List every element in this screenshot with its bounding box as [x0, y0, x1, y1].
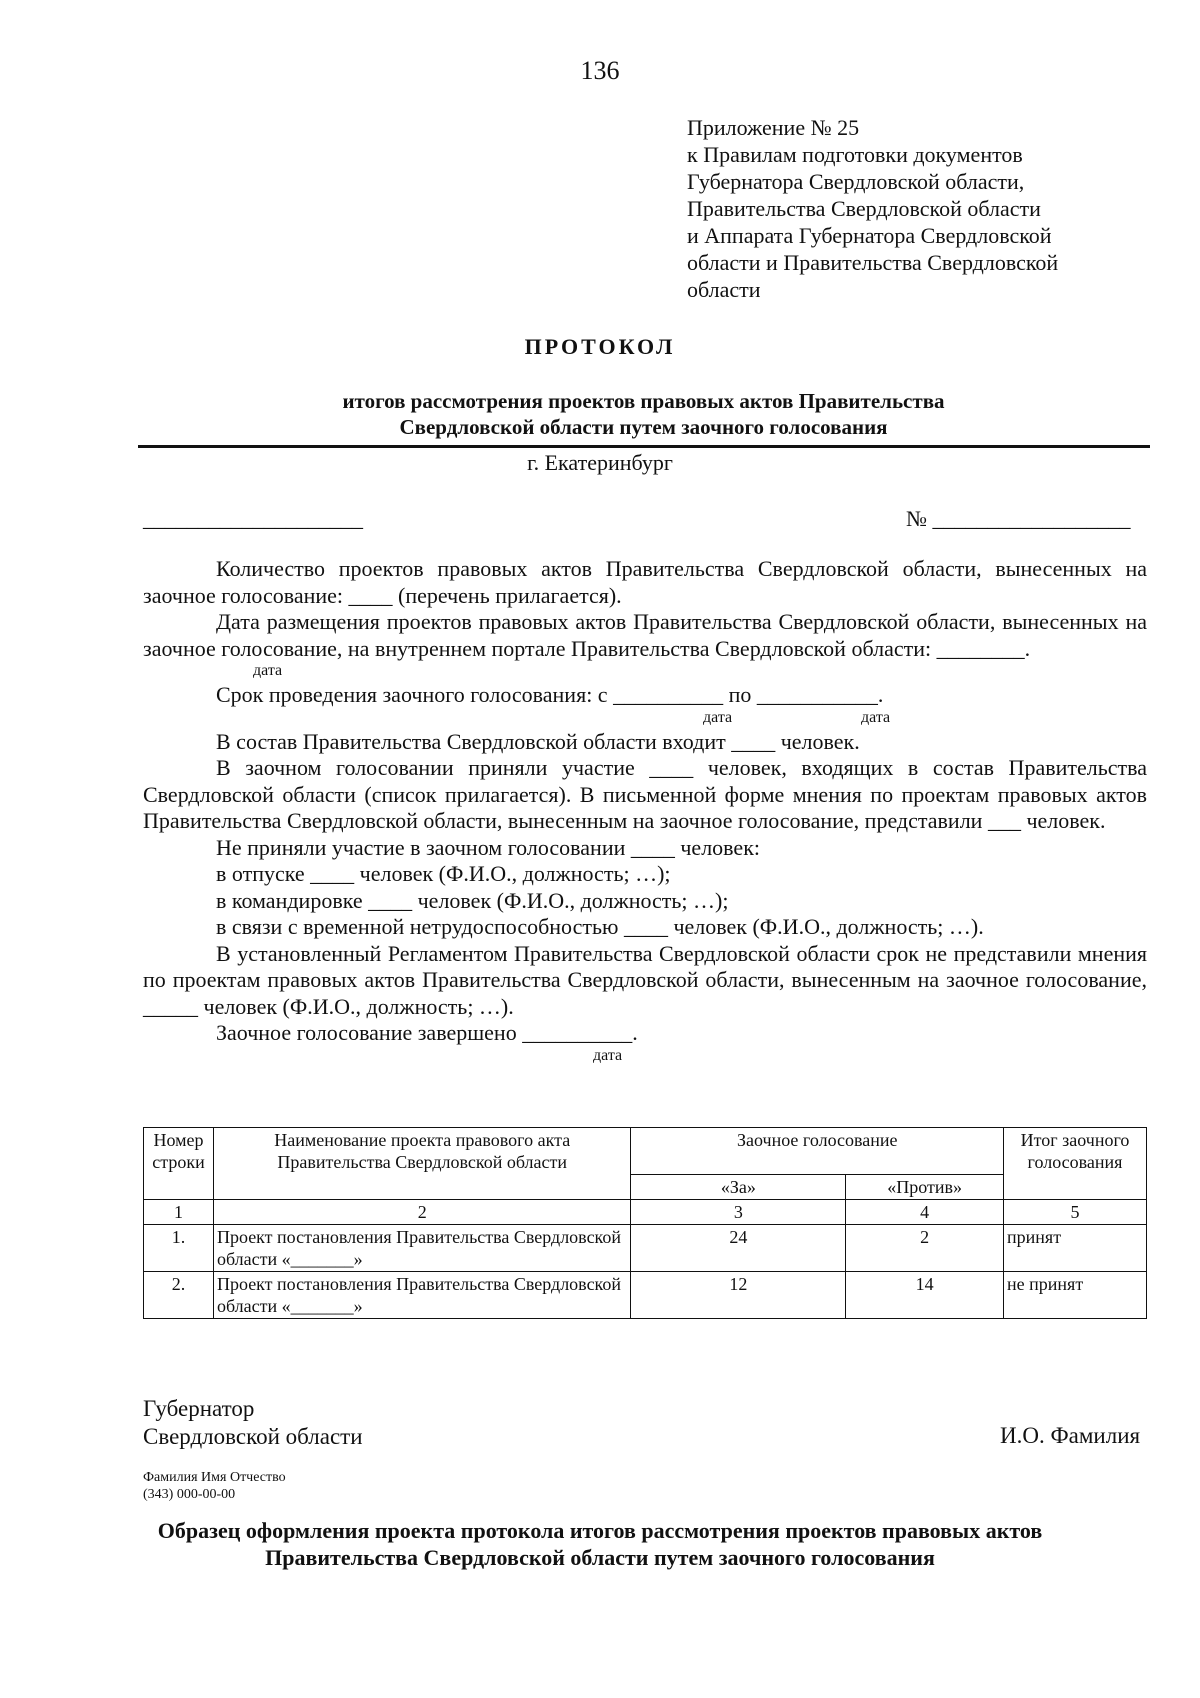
signer-position-line: Свердловской области — [143, 1424, 363, 1449]
paragraph-completed: Заочное голосование завершено __________. — [216, 1020, 638, 1045]
appendix-line: области и Правительства Свердловской — [687, 250, 1059, 275]
caption-line: Образец оформления проекта протокола итогов рассмотрения проектов правовых актов — [157, 1518, 1043, 1543]
page-number: 136 — [580, 56, 620, 85]
paragraph-members: В состав Правительства Свердловской области входит ____ человек. — [216, 728, 860, 754]
appendix-line: и Аппарата Губернатора Свердловской — [687, 223, 1052, 248]
hint-row — [143, 1047, 1147, 1067]
paragraph-business-trip: в командировке ____ человек (Ф.И.О., должность; …); — [216, 887, 729, 913]
paragraph-no-opinion: В установленный Регламентом Правительства Свердловской области срок не представили мнения по проектам правовых актов Правительства Свердловской области, вынесенным на заочное голосование, _____ человек (Ф.И.О., должность; …). — [143, 940, 1147, 1019]
column-number: 5 — [1004, 1200, 1147, 1225]
act-name: Проект постановления Правительства Свердловской области «_______» — [213, 1225, 631, 1272]
column-number: 1 — [144, 1200, 214, 1225]
header-row-number: Номер строки — [144, 1128, 214, 1200]
number-label: № — [906, 506, 927, 531]
protocol-body — [143, 556, 1147, 1067]
appendix-line: области — [687, 277, 761, 302]
table-header-row — [144, 1128, 1147, 1175]
column-number: 2 — [213, 1200, 631, 1225]
table-row — [144, 1225, 1147, 1272]
date-hint: дата — [593, 1046, 623, 1064]
paragraph-voting-period: Срок проведения заочного голосования: с __________ по ___________. — [216, 682, 884, 707]
date-blank: ____________________ — [143, 506, 363, 531]
votes-against: 14 — [846, 1272, 1004, 1319]
caption-line: Правительства Свердловской области путем заочного голосования — [265, 1545, 935, 1570]
date-hint: дата — [703, 708, 733, 726]
date-hint: дата — [861, 708, 891, 726]
vote-result: не принят — [1004, 1272, 1147, 1319]
executor-block — [143, 1469, 286, 1503]
executor-name: Фамилия Имя Отчество — [143, 1470, 286, 1485]
paragraph-drafts-count: Количество проектов правовых актов Правительства Свердловской области, вынесенных на заочное голосование: ____ (перечень прилагается). — [143, 556, 1147, 608]
signer-name: И.О. Фамилия — [1000, 1423, 1141, 1448]
voting-results-table — [143, 1127, 1147, 1319]
city: г. Екатеринбург — [527, 450, 673, 475]
column-number-row — [144, 1200, 1147, 1225]
appendix-line: Правительства Свердловской области — [687, 196, 1041, 221]
appendix-line: к Правилам подготовки документов — [687, 142, 1023, 167]
paragraph-vacation: в отпуске ____ человек (Ф.И.О., должность; …); — [216, 861, 671, 886]
paragraph-absent: Не приняли участие в заочном голосовании ____ человек: — [216, 834, 760, 860]
appendix-line: Приложение № 25 — [687, 115, 860, 140]
row-number: 1. — [144, 1225, 214, 1272]
paragraph-participants: В заочном голосовании приняли участие ____ человек, входящих в состав Правительства Свердловской области (список прилагается). В письменной форме мнения по проектам правовых актов Правительства Свердловской области, вынесенным на заочное голосование, представили ___ человек. — [143, 755, 1147, 833]
signer-position-line: Губернатор — [143, 1396, 255, 1421]
paragraph-sick-leave: в связи с временной нетрудоспособностью ____ человек (Ф.И.О., должность; …). — [216, 914, 984, 939]
executor-phone: (343) 000-00-00 — [143, 1487, 236, 1502]
votes-for: 24 — [631, 1225, 846, 1272]
column-number: 4 — [846, 1200, 1004, 1225]
appendix-block — [687, 114, 1058, 303]
header-rule — [138, 445, 1150, 448]
paragraph-publish-date: Дата размещения проектов правовых актов Правительства Свердловской области, вынесенных на заочное голосование, на внутреннем портале Правительства Свердловской области: ________. — [143, 609, 1147, 661]
hint-row — [143, 662, 1147, 682]
vote-result: принят — [1004, 1225, 1147, 1272]
table-row — [144, 1272, 1147, 1319]
subtitle-line: Свердловской области путем заочного голосования — [399, 415, 888, 439]
votes-against: 2 — [846, 1225, 1004, 1272]
hint-row — [143, 709, 1147, 729]
column-number: 3 — [631, 1200, 846, 1225]
act-name: Проект постановления Правительства Свердловской области «_______» — [213, 1272, 631, 1319]
votes-for: 12 — [631, 1272, 846, 1319]
header-act-name: Наименование проекта правового акта Правительства Свердловской области — [213, 1128, 631, 1200]
sample-caption — [0, 1517, 1200, 1571]
header-result: Итог заочного голосования — [1004, 1128, 1147, 1200]
header-voting: Заочное голосование — [631, 1128, 1004, 1175]
appendix-line: Губернатора Свердловской области, — [687, 169, 1025, 194]
subtitle-line: итогов рассмотрения проектов правовых актов Правительства — [342, 389, 945, 413]
number-blank: __________________ — [932, 506, 1131, 531]
signer-position — [143, 1395, 363, 1451]
header-against: «Против» — [846, 1175, 1004, 1200]
document-subtitle — [140, 388, 1147, 440]
document-title: ПРОТОКОЛ — [524, 334, 676, 359]
date-hint: дата — [253, 662, 283, 679]
header-for: «За» — [631, 1175, 846, 1200]
document-number — [906, 506, 1131, 532]
row-number: 2. — [144, 1272, 214, 1319]
